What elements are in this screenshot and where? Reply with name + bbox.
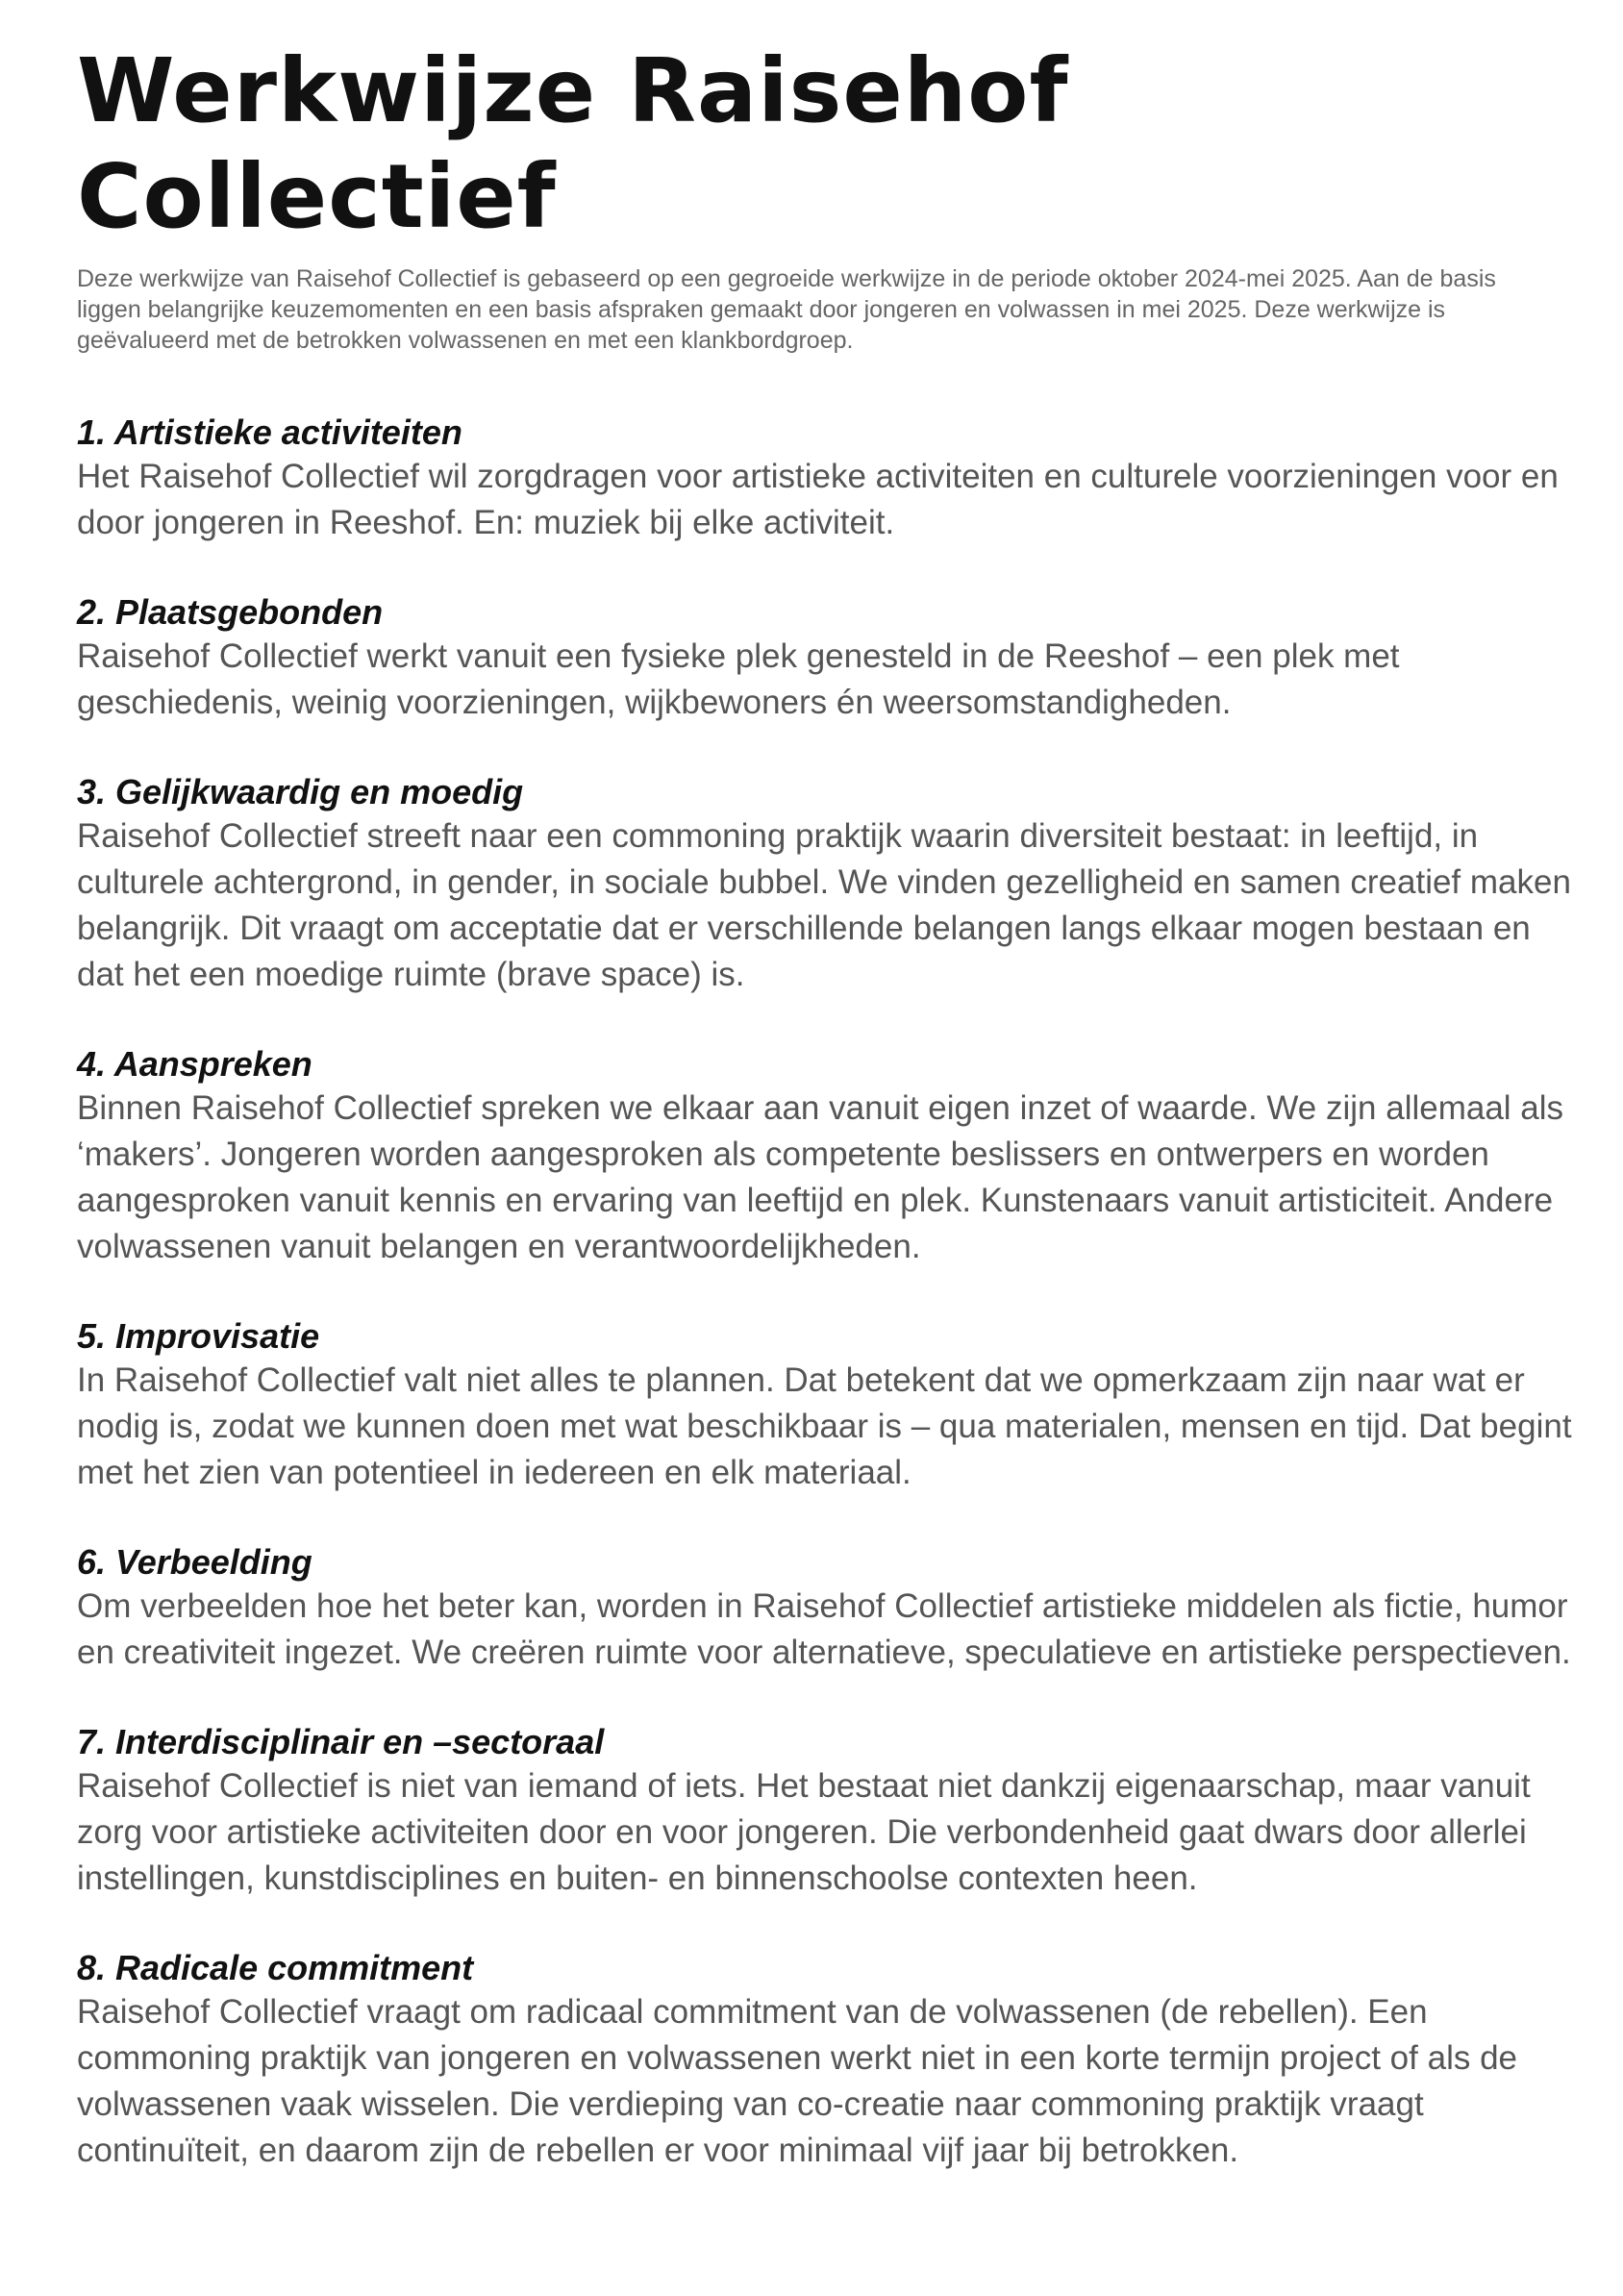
section-body: Raisehof Collectief streeft naar een commoning praktijk waarin diversiteit bestaat: in leeftijd, in culturele achtergrond, in gender, in sociale bubbel. We vinden gezelligheid en samen creatief maken belangrijk. Dit vraagt om acceptatie dat er verschillende belangen langs elkaar mogen bestaan en dat het een moedige ruimte (brave space) is. bbox=[77, 817, 1571, 993]
intro-paragraph: Deze werkwijze van Raisehof Collectief is gebaseerd op een gegroeide werkwijze in de periode oktober 2024-mei 2025. Aan de basis liggen belangrijke keuzemomenten en een basis afspraken gemaakt door jongeren en volwassen in mei 2025. Deze werkwijze is geëvalueerd met de betrokken volwassenen en met een klankbordgroep. bbox=[77, 265, 1496, 354]
section-interdisciplinair bbox=[77, 1721, 1577, 1902]
section-body: Raisehof Collectief werkt vanuit een fysieke plek genesteld in de Reeshof – een plek met geschiedenis, weinig voorzieningen, wijkbewoners én weersomstandigheden. bbox=[77, 637, 1400, 721]
section-heading: 5. Improvisatie bbox=[77, 1316, 320, 1356]
section-body: Om verbeelden hoe het beter kan, worden in Raisehof Collectief artistieke middelen als fictie, humor en creativiteit ingezet. We creëren ruimte voor alternatieve, speculatieve en artistieke perspectieven. bbox=[77, 1587, 1571, 1671]
section-body: Raisehof Collectief is niet van iemand of iets. Het bestaat niet dankzij eigenaarschap, maar vanuit zorg voor artistieke activiteiten door en voor jongeren. Die verbondenheid gaat dwars door allerlei instellingen, kunstdisciplines en buiten- en binnenschoolse contexten heen. bbox=[77, 1767, 1531, 1897]
section-radicale-commitment bbox=[77, 1947, 1577, 2174]
section-body: Raisehof Collectief vraagt om radicaal commitment van de volwassenen (de rebellen). Een commoning praktijk van jongeren en volwassenen werkt niet in een korte termijn project of als de volwassenen vaak wisselen. Die verdieping van co-creatie naar commoning praktijk vraagt continuïteit, en daarom zijn de rebellen er voor minimaal vijf jaar bij betrokken. bbox=[77, 1993, 1517, 2169]
section-improvisatie bbox=[77, 1315, 1577, 1496]
section-artistieke-activiteiten bbox=[77, 412, 1577, 546]
section-heading: 8. Radicale commitment bbox=[77, 1948, 474, 1987]
section-heading: 4. Aanspreken bbox=[77, 1044, 312, 1084]
section-verbeelding bbox=[77, 1541, 1577, 1676]
section-heading: 3. Gelijkwaardig en moedig bbox=[77, 772, 524, 811]
section-body: Binnen Raisehof Collectief spreken we elkaar aan vanuit eigen inzet of waarde. We zijn allemaal als ‘makers’. Jongeren worden aangesproken als competente beslissers en ontwerpers en worden aangesproken vanuit kennis en ervaring van leeftijd en plek. Kunstenaars vanuit artisticiteit. Andere volwassenen vanuit belangen en verantwoordelijkheden. bbox=[77, 1089, 1564, 1265]
sections-list bbox=[77, 412, 1577, 2174]
section-aanspreken bbox=[77, 1043, 1577, 1270]
document-page bbox=[77, 38, 1577, 2219]
section-body: Het Raisehof Collectief wil zorgdragen voor artistieke activiteiten en culturele voorzieningen voor en door jongeren in Reeshof. En: muziek bij elke activiteit. bbox=[77, 458, 1559, 541]
section-heading: 7. Interdisciplinair en –sectoraal bbox=[77, 1722, 605, 1761]
section-body: In Raisehof Collectief valt niet alles te plannen. Dat betekent dat we opmerkzaam zijn naar wat er nodig is, zodat we kunnen doen met wat beschikbaar is – qua materialen, mensen en tijd. Dat begint met het zien van potentieel in iedereen en elk materiaal. bbox=[77, 1361, 1572, 1491]
section-gelijkwaardig-en-moedig bbox=[77, 771, 1577, 998]
page-title: Werkwijze Raisehof Collectief bbox=[77, 39, 1069, 248]
section-heading: 1. Artistieke activiteiten bbox=[77, 412, 462, 452]
section-heading: 2. Plaatsgebonden bbox=[77, 592, 384, 632]
section-heading: 6. Verbeelding bbox=[77, 1542, 312, 1582]
section-plaatsgebonden bbox=[77, 591, 1577, 726]
